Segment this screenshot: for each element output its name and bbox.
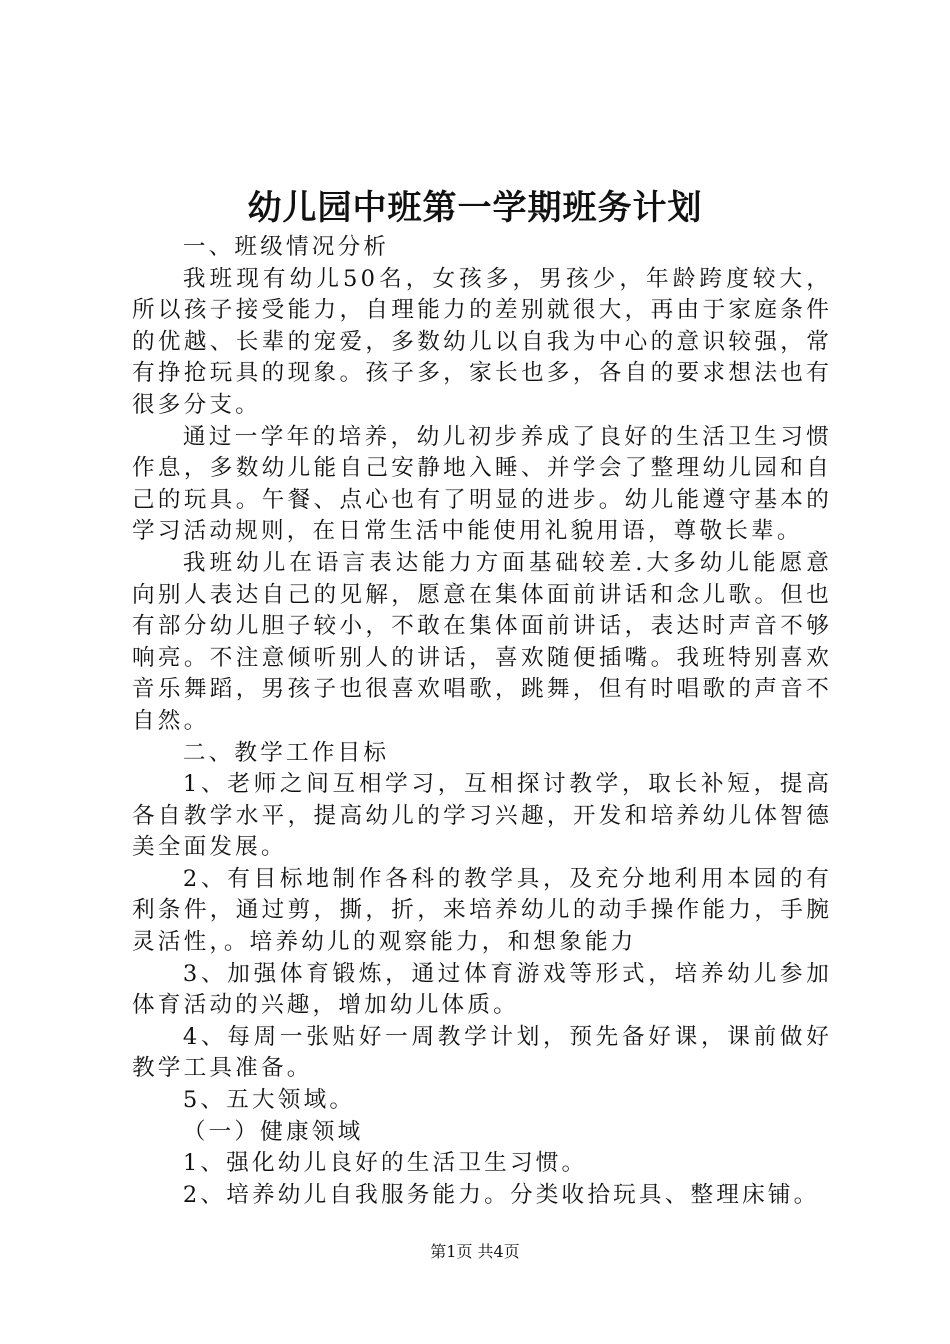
list-item: 2、培养幼儿自我服务能力。分类收拾玩具、整理床铺。 xyxy=(182,1181,820,1208)
list-item: 3、加强体育锻炼，通过体育游戏等形式，培养幼儿参加体育活动的兴趣，增加幼儿体质。 xyxy=(132,960,832,1019)
list-item: 5、五大领域。 xyxy=(182,1087,356,1114)
paragraph: 我班现有幼儿50名，女孩多，男孩少，年龄跨度较大，所以孩子接受能力，自理能力的差别就很大，再由于家庭条件的优越、长辈的宠爱，多数幼儿以自我为中心的意识较强，常有挣抢玩具的现象。孩子多，家长也多，各自的要求想法也有很多分支。 xyxy=(132,265,832,418)
list-item: 1、老师之间互相学习，互相探讨教学，取长补短，提高各自教学水平，提高幼儿的学习兴趣，开发和培养幼儿体智德美全面发展。 xyxy=(132,771,832,861)
document-title: 幼儿园中班第一学期班务计划 xyxy=(247,188,703,228)
page-footer: 第1页 共4页 xyxy=(430,1242,520,1261)
paragraph: 我班幼儿在语言表达能力方面基础较差.大多幼儿能愿意向别人表达自己的见解，愿意在集体面前讲话和念儿歌。但也有部分幼儿胆子较小，不敢在集体面前讲话，表达时声音不够响亮。不注意倾听别人的讲话，喜欢随便插嘴。我班特别喜欢音乐舞蹈，男孩子也很喜欢唱歌，跳舞，但有时唱歌的声音不自然。 xyxy=(132,549,832,734)
paragraph: 通过一学年的培养，幼儿初步养成了良好的生活卫生习惯作息，多数幼儿能自己安静地入睡、并学会了整理幼儿园和自己的玩具。午餐、点心也有了明显的进步。幼儿能遵守基本的学习活动规则，在日常生活中能使用礼貌用语，尊敬长辈。 xyxy=(132,423,832,545)
subsection-heading-health: （一）健康领域 xyxy=(182,1118,364,1145)
list-item: 2、有目标地制作各科的教学具，及充分地利用本园的有利条件，通过剪，撕，折，来培养幼儿的动手操作能力，手腕灵活性，。培养幼儿的观察能力，和想象能力 xyxy=(132,865,832,956)
list-item: 4、每周一张贴好一周教学计划，预先备好课，课前做好教学工具准备。 xyxy=(132,1023,832,1082)
list-item: 1、强化幼儿良好的生活卫生习惯。 xyxy=(182,1150,588,1177)
section-heading-class-analysis: 一、班级情况分析 xyxy=(182,234,390,260)
document-body xyxy=(132,232,832,1211)
section-heading-teaching-goals: 二、教学工作目标 xyxy=(182,739,390,766)
